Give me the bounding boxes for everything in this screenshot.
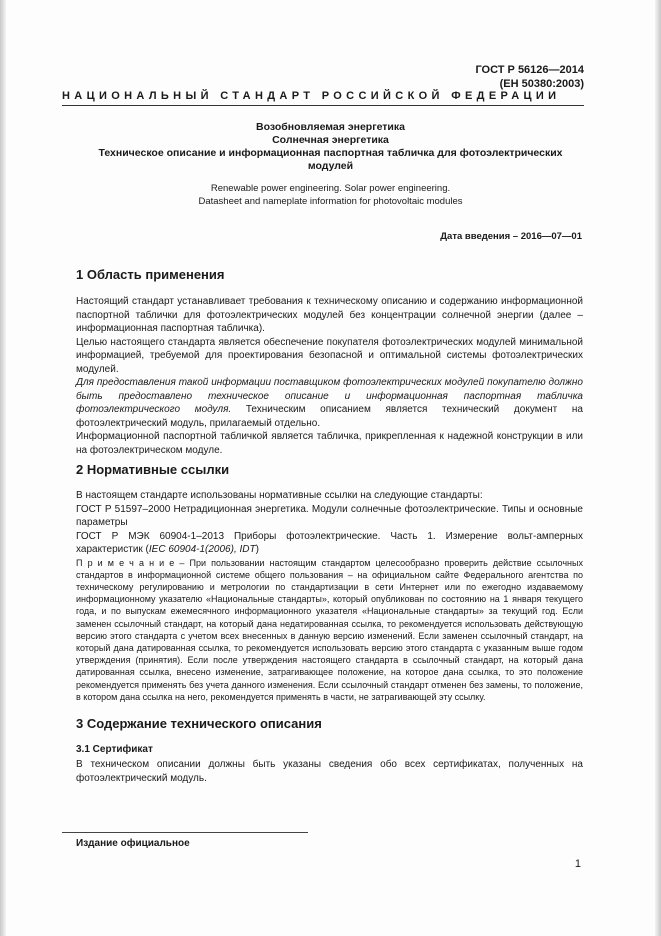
- english-title-line-1: Renewable power engineering. Solar power engineering.: [210, 183, 451, 194]
- title-line-2: Солнечная энергетика: [272, 134, 389, 146]
- official-edition-label: Издание официальное: [76, 838, 190, 849]
- section-2-paragraph-2: ГОСТ Р 51597–2000 Нетрадиционная энергетика. Модули солнечные фотоэлектрические. Типы и основные параметры: [76, 503, 583, 528]
- section-1-paragraph-4: Информационной паспортной табличкой является табличка, прикрепленная к надежной конструкции в или на фотоэлектрическом модуле.: [76, 431, 583, 456]
- en-number: (ЕН 50380:2003): [499, 78, 584, 90]
- section-1-p1-text: Настоящий стандарт устанавливает требования к техническому описанию и содержанию информационной паспортной таблички для фотоэлектрических модулей без концентрации солнечной энергии (далее – информационная паспортная табличка).: [76, 296, 583, 334]
- title-line-3: Техническое описание и информационная паспортная табличка для фотоэлектрических модулей: [98, 147, 563, 172]
- section-2-body: [76, 489, 583, 703]
- section-2-p3-italic: IEC 60904-1(2006), IDT: [148, 544, 256, 555]
- header-rule: [62, 105, 584, 106]
- date-introduced: Дата введения – 2016—07—01: [440, 231, 582, 242]
- section-2-paragraph-3: [76, 530, 583, 557]
- footer-rule: [62, 832, 308, 833]
- section-3-heading: 3 Содержание технического описания: [76, 716, 322, 731]
- page-number: 1: [574, 858, 581, 870]
- section-1-paragraph-3: [76, 376, 583, 430]
- section-1-paragraph-1: [76, 295, 583, 336]
- english-title: [0, 182, 661, 208]
- document-title: [0, 121, 661, 173]
- english-title-line-2: Datasheet and nameplate information for photovoltaic modules: [198, 196, 463, 207]
- note-text: – При пользовании настоящим стандартом целесообразно проверить действие ссылочных стандартов в информационной системе общего пользования – на официальном сайте Федерального агентства по техническому регулированию и метрологии по стандартизации в сети Интернет или по ежегодно издаваемому информационному указателю «Национальные стандарты», который опубликован по состоянию на 1 января текущего года, и по выпускам ежемесячного информационного указателя «Национальные стандарты» за текущий год. Если заменен ссылочный стандарт, на который дана недатированная ссылка, то рекомендуется использовать действующую версию этого стандарта с учетом всех внесенных в данную версию изменений. Если заменен ссылочный стандарт, на который дана датированная ссылка, то рекомендуется использовать версию этого стандарта с указанным выше годом утверждения (принятия). Если после утверждения настоящего стандарта в ссылочный стандарт, на который дана датированная ссылка, внесено изменение, затрагивающее положение, на которое дана ссылка, то это положение рекомендуется применять без учета данного изменения. Если ссылочный стандарт отменен без замены, то положение, в котором дана ссылка на него, рекомендуется применять в части, не затрагивающей эту ссылку.: [76, 557, 583, 702]
- subsection-3-1-heading: 3.1 Сертификат: [76, 744, 153, 755]
- section-2-paragraph-1: В настоящем стандарте использованы нормативные ссылки на следующие стандарты:: [76, 490, 483, 501]
- standard-designation: [475, 63, 584, 91]
- section-1-body: [76, 295, 583, 457]
- section-2-heading: 2 Нормативные ссылки: [76, 462, 230, 477]
- title-line-1: Возобновляемая энергетика: [256, 121, 405, 133]
- gost-number: ГОСТ Р 56126—2014: [475, 64, 584, 76]
- section-1-heading: 1 Область применения: [76, 267, 225, 282]
- subsection-3-1-paragraph: В техническом описании должны быть указаны сведения обо всех сертификатах, полученных на фотоэлектрический модуль.: [76, 759, 583, 784]
- section-2-p3-text: ГОСТ Р МЭК 60904-1–2013 Приборы фотоэлектрические. Часть 1. Измерение вольт-амперных характеристик (: [76, 530, 583, 555]
- national-standard-banner: НАЦИОНАЛЬНЫЙ СТАНДАРТ РОССИЙСКОЙ ФЕДЕРАЦИИ: [62, 90, 561, 102]
- subsection-3-1-body: [76, 758, 583, 785]
- section-1-paragraph-2: Целью настоящего стандарта является обеспечение покупателя фотоэлектрических модулей минимальной информацией, требуемой для проектирования безопасной и оптимальной системы фотоэлектрических модулей.: [76, 336, 583, 375]
- section-1-p3-rest: Техническим описанием является технический документ на фотоэлектрический модуль, прилагаемый отдельно.: [76, 404, 583, 429]
- section-2-p3-end: ): [255, 544, 259, 555]
- section-2-note: [76, 557, 583, 703]
- note-label: П р и м е ч а н и е: [76, 557, 175, 568]
- section-1-p3-italic: Для предоставления такой информации поставщиком фотоэлектрических модулей покупателю должно быть предоставлено техническое описание и информационная паспортная табличка фотоэлектрического модуля.: [76, 377, 583, 415]
